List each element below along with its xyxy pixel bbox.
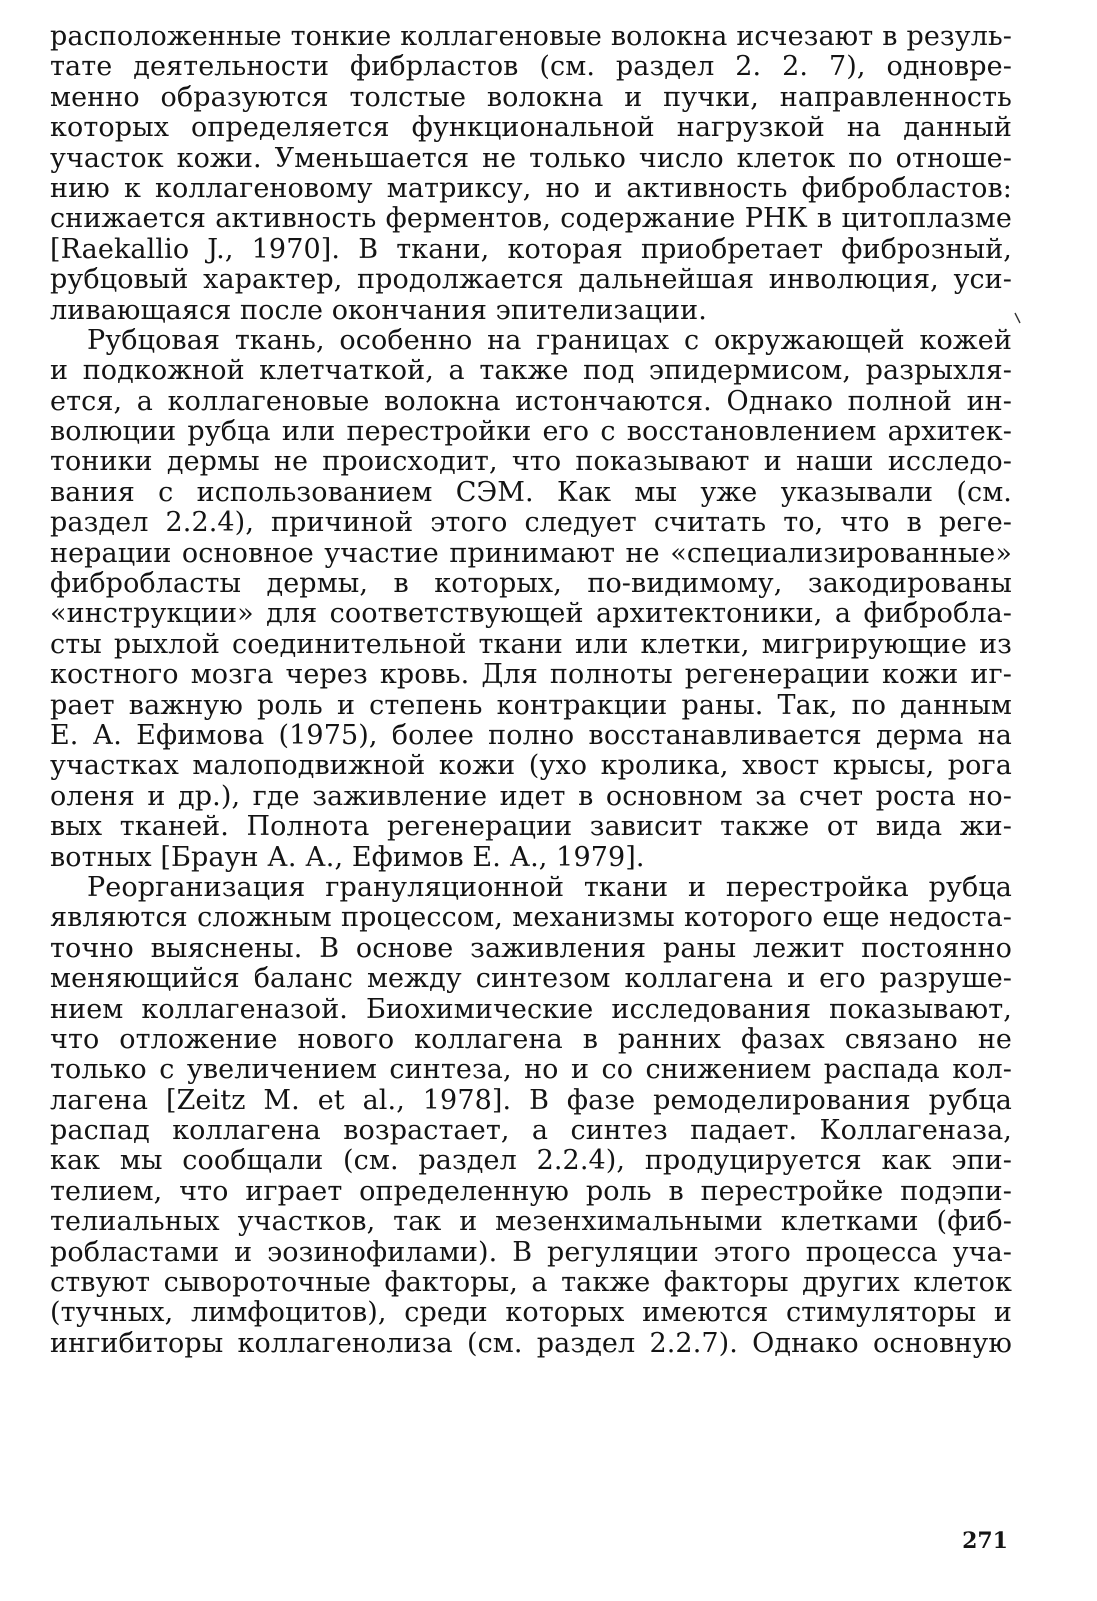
text-line: только с увеличением синтеза, но и со снижением распада кол- — [50, 1054, 1012, 1086]
text-line: как мы сообщали (см. раздел 2.2.4), продуцируется как эпи- — [50, 1145, 1012, 1177]
text-line: ется, а коллагеновые волокна истончаются. Однако полной ин- — [50, 385, 1012, 417]
text-line: ствуют сывороточные факторы, а также факторы других клеток — [50, 1267, 1012, 1299]
text-line: [Raekallio J., 1970]. В ткани, которая приобретает фиброзный, — [50, 233, 1012, 265]
text-line: нерации основное участие принимают не «специализированные» — [50, 537, 1012, 569]
text-line: ингибиторы коллагенолиза (см. раздел 2.2.7). Однако основную — [50, 1327, 1012, 1359]
page-number: 271 — [962, 1528, 1008, 1554]
text-line: тате деятельности фибрластов (см. раздел 2. 2. 7), одновре- — [50, 51, 1012, 83]
text-line: раздел 2.2.4), причиной этого следует считать то, что в реге- — [50, 507, 1012, 539]
text-line: рубцовый характер, продолжается дальнейшая инволюция, уси- — [50, 264, 1012, 296]
text-line: меняющийся баланс между синтезом коллагена и его разруше- — [50, 963, 1012, 995]
text-line: участок кожи. Уменьшается не только число клеток по отноше- — [50, 142, 1012, 174]
text-line: костного мозга через кровь. Для полноты регенерации кожи иг- — [50, 659, 1012, 691]
text-line: оленя и др.), где заживление идет в основном за счет роста но- — [50, 780, 1012, 812]
text-line: вых тканей. Полнота регенерации зависит также от вида жи- — [50, 811, 1012, 843]
text-line: Реорганизация грануляционной ткани и перестройка рубца — [87, 871, 1012, 903]
paragraph — [50, 326, 1012, 873]
text-line: Е. А. Ефимова (1975), более полно восстанавливается дерма на — [50, 719, 1012, 751]
text-line: которых определяется функциональной нагрузкой на данный — [50, 112, 1012, 144]
text-line: волюции рубца или перестройки его с восстановлением архитек- — [50, 416, 1012, 448]
document-page — [50, 22, 1012, 1582]
text-line: точно выяснены. В основе заживления раны лежит постоянно — [50, 932, 1012, 964]
body-text — [50, 22, 1012, 1359]
text-line: снижается активность ферментов, содержание РНК в цитоплазме — [50, 203, 1012, 235]
text-line: и подкожной клетчаткой, а также под эпидермисом, разрыхля- — [50, 355, 1012, 387]
text-line: сты рыхлой соединительной ткани или клетки, мигрирующие из — [50, 628, 1012, 660]
text-line: нием коллагеназой. Биохимические исследования показывают, — [50, 993, 1012, 1025]
text-line: лагена [Zeitz M. et al., 1978]. В фазе ремоделирования рубца — [50, 1084, 1012, 1116]
text-line: вания с использованием СЭМ. Как мы уже указывали (см. — [50, 476, 1012, 508]
text-line: телиальных участков, так и мезенхимальными клетками (фиб- — [50, 1206, 1012, 1238]
text-line: ливающаяся после окончания эпителизации. — [50, 294, 707, 326]
text-line: являются сложным процессом, механизмы которого еще недоста- — [50, 902, 1012, 934]
text-line: расположенные тонкие коллагеновые волокна исчезают в резуль- — [50, 21, 1012, 52]
text-line: участках малоподвижной кожи (ухо кролика, хвост крысы, рога — [50, 750, 1012, 782]
margin-mark — [1014, 312, 1022, 324]
text-line: телием, что играет определенную роль в перестройке подэпи- — [50, 1175, 1012, 1207]
text-line: робластами и эозинофилами). В регуляции этого процесса уча- — [50, 1236, 1012, 1268]
text-line: фибробласты дермы, в которых, по-видимому, закодированы — [50, 568, 1012, 600]
text-line: вотных [Браун А. А., Ефимов Е. А., 1979]. — [50, 841, 645, 873]
text-line: нию к коллагеновому матриксу, но и активность фибробластов: — [50, 172, 1012, 204]
paragraph — [50, 22, 1012, 326]
text-line: «инструкции» для соответствующей архитектоники, а фибробла- — [50, 598, 1012, 630]
text-line: (тучных, лимфоцитов), среди которых имеются стимуляторы и — [50, 1297, 1012, 1329]
paragraph — [50, 873, 1012, 1359]
text-line: тоники дермы не происходит, что показывают и наши исследо- — [50, 446, 1012, 478]
text-line: что отложение нового коллагена в ранних фазах связано не — [50, 1023, 1012, 1055]
text-line: рает важную роль и степень контракции раны. Так, по данным — [50, 689, 1012, 721]
text-line: Рубцовая ткань, особенно на границах с окружающей кожей — [87, 324, 1012, 356]
text-line: менно образуются толстые волокна и пучки, направленность — [50, 81, 1012, 113]
text-line: распад коллагена возрастает, а синтез падает. Коллагеназа, — [50, 1115, 1012, 1147]
